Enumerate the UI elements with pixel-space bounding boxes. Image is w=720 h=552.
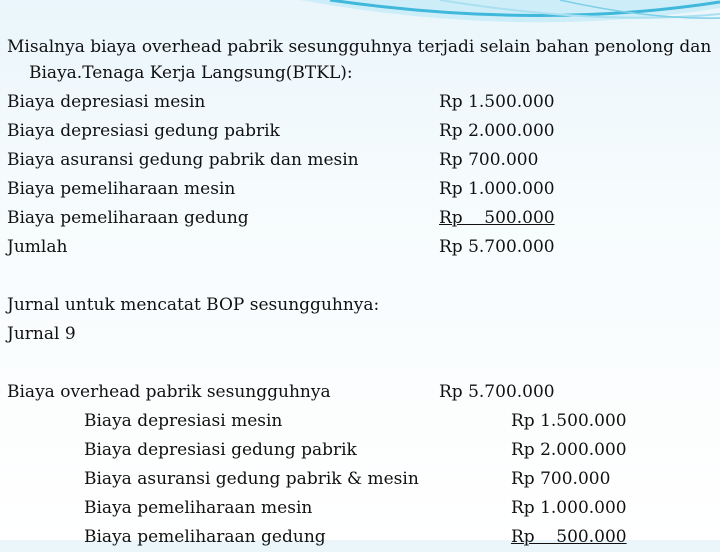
journal-credit-amount: Rp 700.000 [511, 469, 611, 489]
journal-heading: Jurnal untuk mencatat BOP sesungguhnya: [7, 295, 380, 315]
journal-credit-amount: Rp 1.000.000 [511, 498, 627, 518]
journal-debit-row [7, 378, 715, 407]
cost-amount: Rp 1.000.000 [439, 179, 555, 199]
cost-label: Biaya pemeliharaan mesin [7, 179, 236, 199]
journal-credit-row [7, 436, 715, 465]
intro-line-1: Misalnya biaya overhead pabrik sesungguhnya terjadi selain bahan penolong dan [7, 37, 712, 57]
cost-amount: Rp 500.000 [439, 208, 555, 228]
journal-credit-label: Biaya pemeliharaan mesin [84, 498, 313, 518]
cost-amount: Rp 2.000.000 [439, 121, 555, 141]
journal-credit-label: Biaya pemeliharaan gedung [84, 527, 326, 547]
journal-credit-amount: Rp 500.000 [511, 527, 627, 547]
slide-content [7, 33, 715, 552]
cost-amount: Rp 700.000 [439, 150, 539, 170]
total-label: Jumlah [7, 237, 68, 257]
cost-label: Biaya depresiasi gedung pabrik [7, 121, 280, 141]
journal-credit-row [7, 465, 715, 494]
total-row [7, 233, 715, 262]
journal-debit-label: Biaya overhead pabrik sesungguhnya [7, 382, 331, 402]
cost-label: Biaya depresiasi mesin [7, 92, 206, 112]
journal-credit-row [7, 494, 715, 523]
cost-row [7, 175, 715, 204]
intro-line-2: Biaya.Tenaga Kerja Langsung(BTKL): [29, 63, 353, 83]
total-amount: Rp 5.700.000 [439, 237, 555, 257]
journal-credit-row [7, 407, 715, 436]
cost-amount: Rp 1.500.000 [439, 92, 555, 112]
journal-credit-amount: Rp 1.500.000 [511, 411, 627, 431]
journal-credit-label: Biaya depresiasi mesin [84, 411, 283, 431]
journal-credit-label: Biaya depresiasi gedung pabrik [84, 440, 357, 460]
journal-credit-amount: Rp 2.000.000 [511, 440, 627, 460]
cost-label: Biaya pemeliharaan gedung [7, 208, 249, 228]
journal-credit-label: Biaya asuransi gedung pabrik & mesin [84, 469, 419, 489]
cost-row [7, 88, 715, 117]
journal-number: Jurnal 9 [7, 324, 76, 344]
cost-label: Biaya asuransi gedung pabrik dan mesin [7, 150, 359, 170]
journal-debit-amount: Rp 5.700.000 [439, 382, 555, 402]
journal-credit-row [7, 523, 715, 552]
cost-row [7, 146, 715, 175]
cost-row [7, 204, 715, 233]
cost-row [7, 117, 715, 146]
